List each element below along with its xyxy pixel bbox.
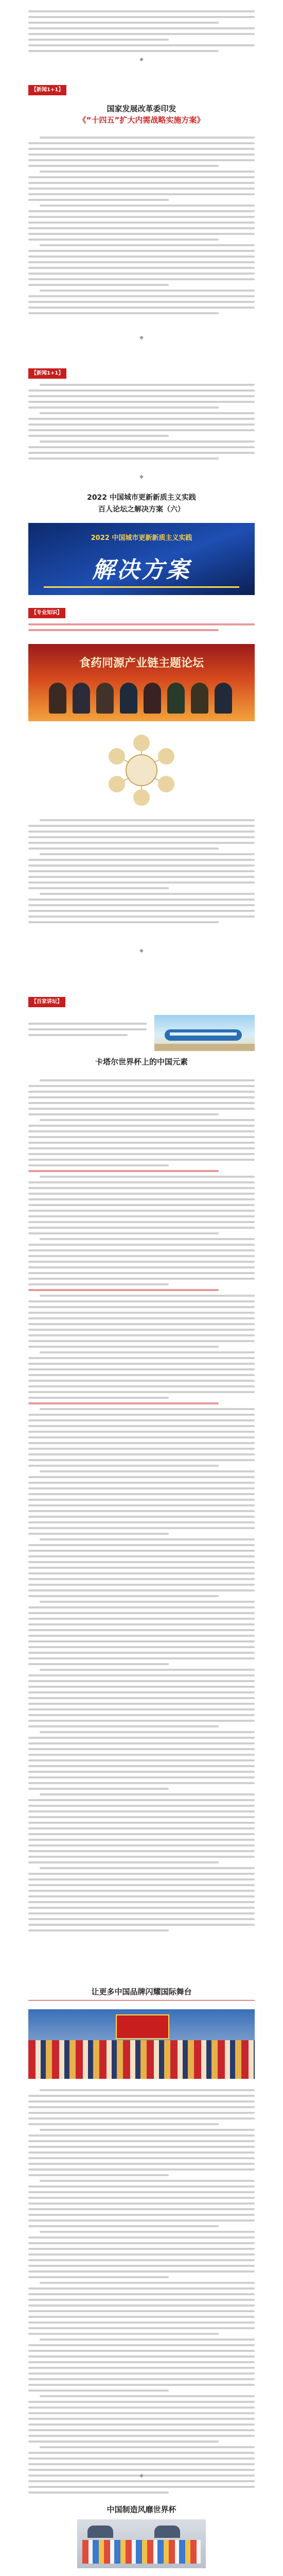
article-body: [28, 623, 255, 635]
article-body: [28, 137, 255, 318]
article-title: 卡塔尔世界杯上的中国元素: [95, 1057, 188, 1066]
forum-speakers: [49, 683, 234, 714]
factory-photo: [77, 2519, 206, 2568]
article-title: 让更多中国品牌闪耀国际舞台: [91, 1987, 192, 1996]
article-lead: [28, 1023, 147, 1040]
flag-banner: [116, 2014, 169, 2039]
separator: ◆: [139, 474, 144, 480]
article-title: 中国制造风靡世界杯: [107, 2505, 176, 2514]
banner-big-text: 解决方案: [92, 557, 191, 583]
separator: ◆: [139, 335, 144, 341]
separator: ◆: [139, 57, 144, 62]
banner-image: [28, 523, 255, 595]
crowd-pattern: [28, 2040, 255, 2079]
section-tag: 【百家讲坛】: [28, 997, 65, 1007]
separator: ◆: [139, 948, 144, 954]
forum-image-title: 食药同源产业链主题论坛: [79, 657, 204, 670]
article-body: [28, 1079, 255, 1935]
industry-chain-diagram: [90, 732, 193, 809]
title-rule: [28, 2000, 255, 2001]
intro-text: [28, 10, 255, 56]
article-subtitle: 《“十四五”扩大内需战略实施方案》: [78, 115, 205, 125]
article-title: 国家发展改革委印发: [107, 104, 176, 113]
banner-subtitle: 百人论坛之解决方案（六）: [98, 505, 185, 514]
banner-rule: [44, 586, 239, 588]
section-tag: 【新闻1+1】: [28, 368, 66, 379]
article-body: [28, 2089, 255, 2497]
banner-image-title: 2022 中国城市更新新质主义实践: [91, 534, 192, 542]
crowd-photo: [28, 2009, 255, 2079]
banner-title: 2022 中国城市更新新质主义实践: [87, 494, 196, 502]
section-tag: 【新闻1+1】: [28, 85, 66, 95]
section-tag: 【专业知识】: [28, 608, 65, 618]
article-body: [28, 819, 255, 927]
stadium-photo: [154, 1015, 255, 1051]
article-body: [28, 384, 255, 463]
forum-image: [28, 644, 255, 721]
separator: ◆: [139, 2473, 144, 2479]
